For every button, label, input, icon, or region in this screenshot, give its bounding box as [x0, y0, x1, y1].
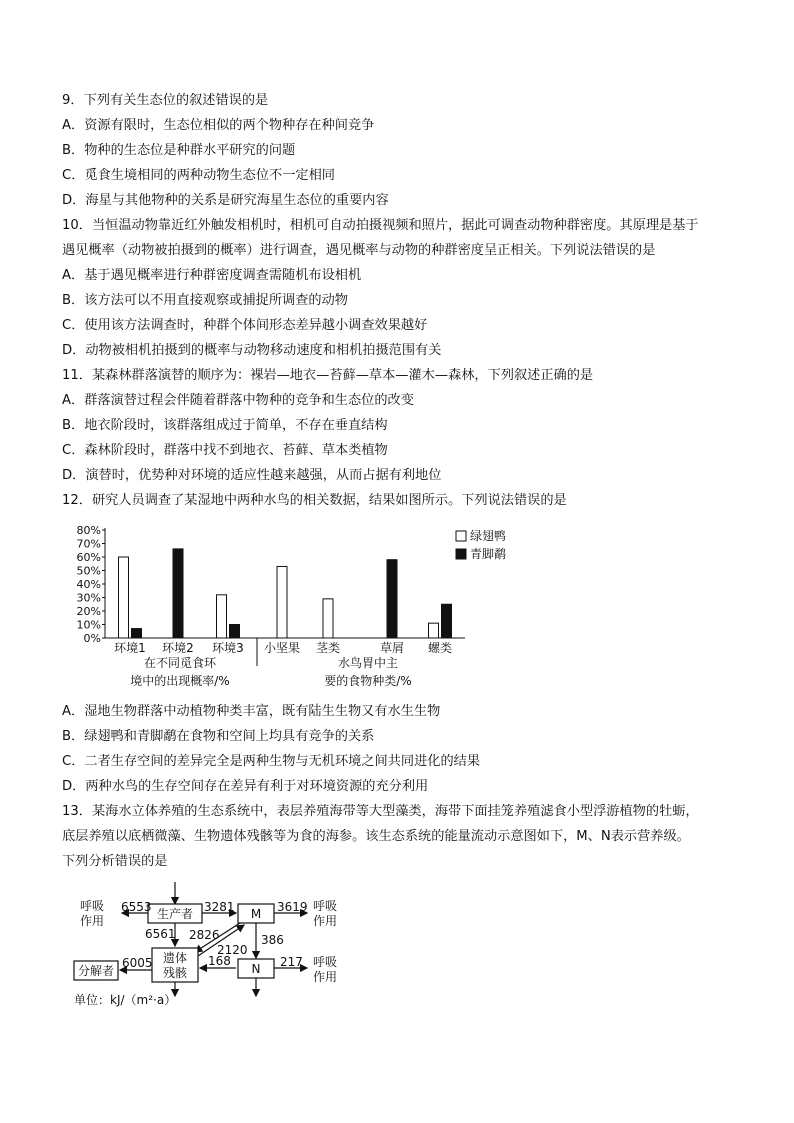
value-386: 386	[261, 933, 284, 947]
x-tick-label: 环境3	[212, 641, 244, 655]
value-217: 217	[280, 955, 303, 969]
q10-option-a: A．基于遇见概率进行种群密度调查需随机布设相机	[62, 268, 362, 283]
value-6553: 6553	[121, 900, 152, 914]
bar-series1	[217, 595, 227, 638]
bar-series1	[277, 566, 287, 638]
bar-series1	[323, 599, 333, 638]
y-tick-label: 0%	[83, 632, 101, 645]
q9-option-d: D．海星与其他物种的关系是研究海星生态位的重要内容	[62, 193, 389, 208]
n-label: N	[251, 962, 261, 976]
q11-option-b: B．地衣阶段时，该群落组成过于简单，不存在垂直结构	[62, 418, 388, 433]
legend-label-1: 绿翅鸭	[470, 529, 507, 543]
value-3619: 3619	[277, 900, 308, 914]
bar-series2	[173, 549, 183, 638]
group-label-2-line1: 水鸟胃中主	[337, 656, 399, 670]
q11-option-c: C．森林阶段时，群落中找不到地衣、苔藓、草本类植物	[62, 443, 388, 458]
x-tick-label: 环境2	[162, 641, 194, 655]
bar-series2	[230, 625, 240, 639]
bar-series1	[429, 623, 439, 638]
bar-series2	[132, 629, 142, 638]
value-168: 168	[208, 954, 231, 968]
q12-stem: 12．研究人员调查了某湿地中两种水鸟的相关数据，结果如图所示。下列说法错误的是	[62, 493, 567, 508]
group-label-1-line1: 在不同觅食环	[143, 656, 217, 670]
legend-swatch-2	[456, 549, 466, 559]
value-2120: 2120	[217, 943, 248, 957]
q12-option-d: D．两种水鸟的生存空间存在差异有利于对环境资源的充分利用	[62, 779, 429, 794]
q12-option-a: A．湿地生物群落中动植物种类丰富，既有陆生生物又有水生生物	[62, 704, 441, 719]
q12-option-b: B．绿翅鸭和青脚鹬在食物和空间上均具有竞争的关系	[62, 729, 375, 744]
decomposer-label: 分解者	[77, 964, 115, 978]
group-label-1-line2: 境中的出现概率/%	[130, 674, 230, 688]
bar-series2	[387, 560, 397, 638]
producer-label: 生产者	[156, 907, 194, 921]
y-tick-label: 60%	[76, 551, 101, 564]
q9-stem: 9．下列有关生态位的叙述错误的是	[62, 93, 269, 108]
y-tick-label: 10%	[76, 618, 101, 632]
q13-stem-line3: 下列分析错误的是	[62, 854, 168, 869]
remains-label-line1: 遗体	[162, 951, 188, 965]
q11-option-a: A．群落演替过程会伴随着群落中物种的竞争和生态位的改变	[62, 393, 414, 408]
y-tick-label: 80%	[76, 524, 101, 537]
q9-option-b: B．物种的生态位是种群水平研究的问题	[62, 143, 296, 158]
legend-swatch-1	[456, 531, 466, 541]
bar-series2	[442, 604, 452, 638]
producer-resp-line2: 作用	[79, 914, 105, 928]
q10-stem-line2: 遇见概率（动物被拍摄到的概率）进行调查，遇见概率与动物的种群密度呈正相关。下列说法错误的是	[62, 243, 656, 258]
bar-series1	[119, 557, 129, 638]
q13-stem-line1: 13．某海水立体养殖的生态系统中，表层养殖海带等大型藻类，海带下面挂笼养殖滤食小型浮游植物的牡蛎，	[62, 804, 699, 819]
m-label: M	[250, 907, 262, 921]
n-resp-line1: 呼吸	[312, 955, 338, 969]
unit-label: 单位：kJ/（m²·a）	[74, 993, 177, 1007]
producer-resp-line1: 呼吸	[79, 899, 105, 913]
x-tick-label: 小坚果	[263, 641, 301, 655]
q12-option-c: C．二者生存空间的差异完全是两种生物与无机环境之间共同进化的结果	[62, 754, 481, 769]
bar-chart	[62, 518, 532, 694]
q10-stem-line1: 10．当恒温动物靠近红外触发相机时，相机可自动拍摄视频和照片，据此可调查动物种群密度。其原理是基于	[62, 218, 699, 233]
y-tick-label: 30%	[76, 591, 101, 605]
value-2826: 2826	[189, 928, 220, 942]
q13-stem-line2: 底层养殖以底栖微藻、生物遗体残骸等为食的海参。该生态系统的能量流动示意图如下，M、N表示营养级。	[62, 829, 690, 844]
y-tick-label: 70%	[76, 537, 101, 551]
x-tick-label: 茎类	[315, 641, 341, 655]
q11-stem: 11．某森林群落演替的顺序为：裸岩—地衣—苔藓—草本—灌木—森林，下列叙述正确的是	[62, 368, 594, 383]
m-resp-line1: 呼吸	[312, 899, 338, 913]
value-3281: 3281	[204, 900, 235, 914]
q10-option-c: C．使用该方法调查时，种群个体间形态差异越小调查效果越好	[62, 318, 428, 333]
q10-option-d: D．动物被相机拍摄到的概率与动物移动速度和相机拍摄范围有关	[62, 343, 442, 358]
group-label-2-line2: 要的食物种类/%	[324, 674, 412, 688]
legend-label-2: 青脚鹬	[470, 547, 507, 561]
value-6561: 6561	[145, 927, 176, 941]
x-tick-label: 环境1	[114, 641, 146, 655]
q10-option-b: B．该方法可以不用直接观察或捕捉所调查的动物	[62, 293, 348, 308]
q9-option-c: C．觅食生境相同的两种动物生态位不一定相同	[62, 168, 335, 183]
q11-option-d: D．演替时，优势种对环境的适应性越来越强，从而占据有利地位	[62, 468, 442, 483]
energy-flow-diagram	[62, 878, 352, 1016]
y-tick-label: 50%	[76, 564, 101, 578]
value-6005: 6005	[122, 956, 153, 970]
m-resp-line2: 作用	[312, 914, 338, 928]
y-tick-label: 20%	[76, 605, 101, 618]
x-tick-label: 螺类	[427, 641, 453, 655]
n-resp-line2: 作用	[312, 970, 338, 984]
remains-label-line2: 残骸	[162, 966, 188, 980]
y-tick-label: 40%	[76, 578, 101, 591]
x-tick-label: 草屑	[379, 641, 405, 655]
q9-option-a: A．资源有限时，生态位相似的两个物种存在种间竞争	[62, 118, 375, 133]
